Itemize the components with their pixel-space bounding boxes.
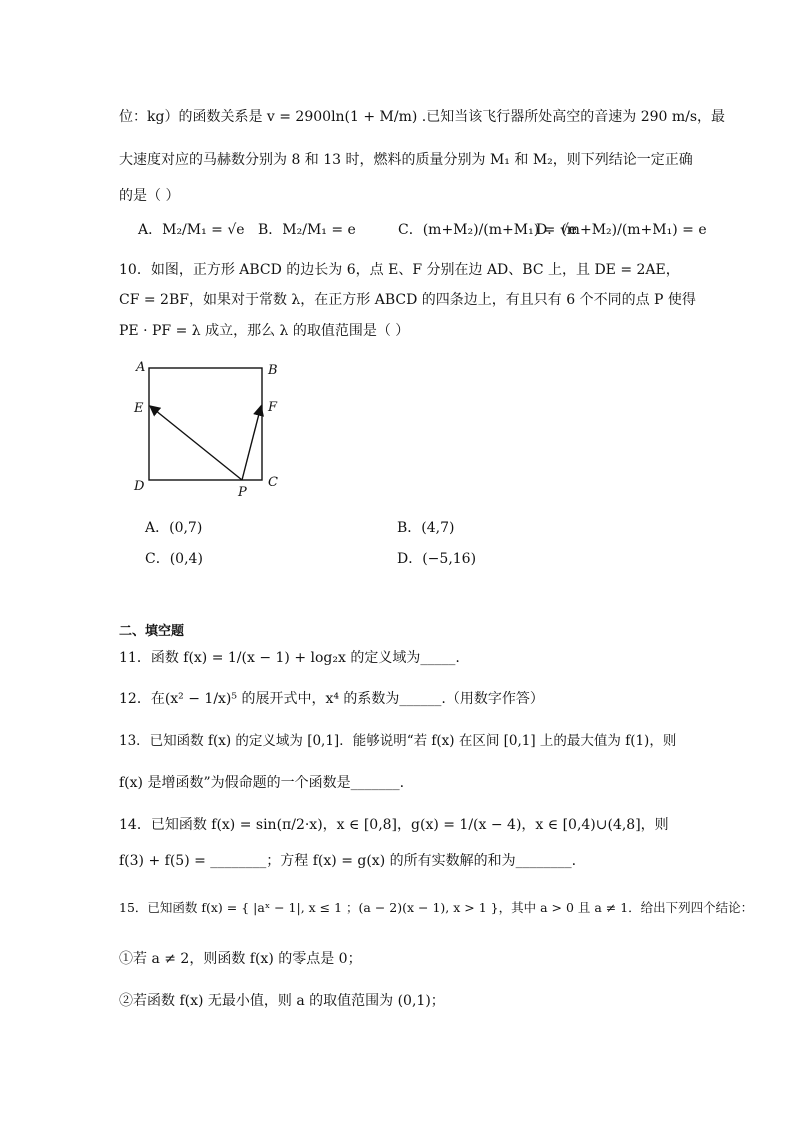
q9-option-d: D．(m+M₂)/(m+M₁) = e (536, 222, 707, 238)
q10-option-d: D．(−5,16) (397, 551, 477, 567)
q9-line-2: 大速度对应的马赫数分别为 8 和 13 时，燃料的质量分别为 M₁ 和 M₂，则下列结论一定正确 (119, 152, 693, 168)
vector-pe (150, 406, 242, 480)
q10-option-a: A．(0,7) (145, 520, 203, 536)
q9-option-a: A．M₂/M₁ = √e (138, 222, 245, 238)
square-outline (149, 368, 262, 480)
q14-line-2: f(3) + f(5) = ________；方程 f(x) = g(x) 的所有实数解的和为________. (119, 853, 577, 869)
q9-option-c: C．(m+M₂)/(m+M₁) = √e (398, 222, 578, 238)
q12-text: 12．在(x² − 1/x)⁵ 的展开式中，x⁴ 的系数为______.（用数字作答） (119, 691, 544, 707)
q10-line-3: PE · PF = λ 成立，那么 λ 的取值范围是（ ） (119, 323, 410, 339)
section-title-fill-blank: 二、填空题 (119, 624, 185, 639)
label-b: B (268, 363, 278, 378)
label-p: P (238, 485, 247, 498)
q9-option-b: B．M₂/M₁ = e (258, 222, 356, 238)
q11-text: 11．函数 f(x) = 1/(x − 1) + log₂x 的定义域为_____. (119, 650, 460, 666)
q14-line-1: 14．已知函数 f(x) = sin(π/2·x)，x ∈ [0,8]，g(x) = 1/(x − 4)，x ∈ [0,4)∪(4,8]，则 (119, 817, 669, 833)
vector-pf (242, 406, 261, 480)
q10-option-c: C．(0,4) (145, 551, 203, 567)
q9-line-3: 的是（ ） (119, 188, 180, 204)
q13-line-2: f(x) 是增函数”为假命题的一个函数是_______. (119, 775, 405, 791)
square-abcd-figure (128, 356, 288, 498)
q10-line-2: CF = 2BF，如果对于常数 λ，在正方形 ABCD 的四条边上，有且只有 6 个不同的点 P 使得 (119, 292, 696, 308)
q9-line-1: 位：kg）的函数关系是 v = 2900ln(1 + M/m) .已知当该飞行器所处高空的音速为 290 m/s，最 (119, 109, 726, 125)
label-e: E (134, 401, 144, 416)
label-c: C (268, 475, 278, 490)
q10-option-b: B．(4,7) (397, 520, 455, 536)
label-d: D (134, 479, 145, 494)
q15-line-1: 15．已知函数 f(x) = { |aˣ − 1|, x ≤ 1 ；(a − 2)(x − 1), x > 1 }，其中 a > 0 且 a ≠ 1．给出下列四个结论： (119, 900, 754, 915)
q13-line-1: 13．已知函数 f(x) 的定义域为 [0,1]．能够说明“若 f(x) 在区间 [0,1] 上的最大值为 f(1)，则 (119, 733, 677, 749)
label-a: A (136, 360, 146, 375)
label-f: F (268, 400, 278, 415)
q15-conclusion-1: ①若 a ≠ 2，则函数 f(x) 的零点是 0； (119, 951, 362, 967)
q15-conclusion-2: ②若函数 f(x) 无最小值，则 a 的取值范围为 (0,1)； (119, 993, 445, 1009)
q10-line-1: 10．如图，正方形 ABCD 的边长为 6，点 E、F 分别在边 AD、BC 上，且 DE = 2AE， (119, 262, 680, 278)
